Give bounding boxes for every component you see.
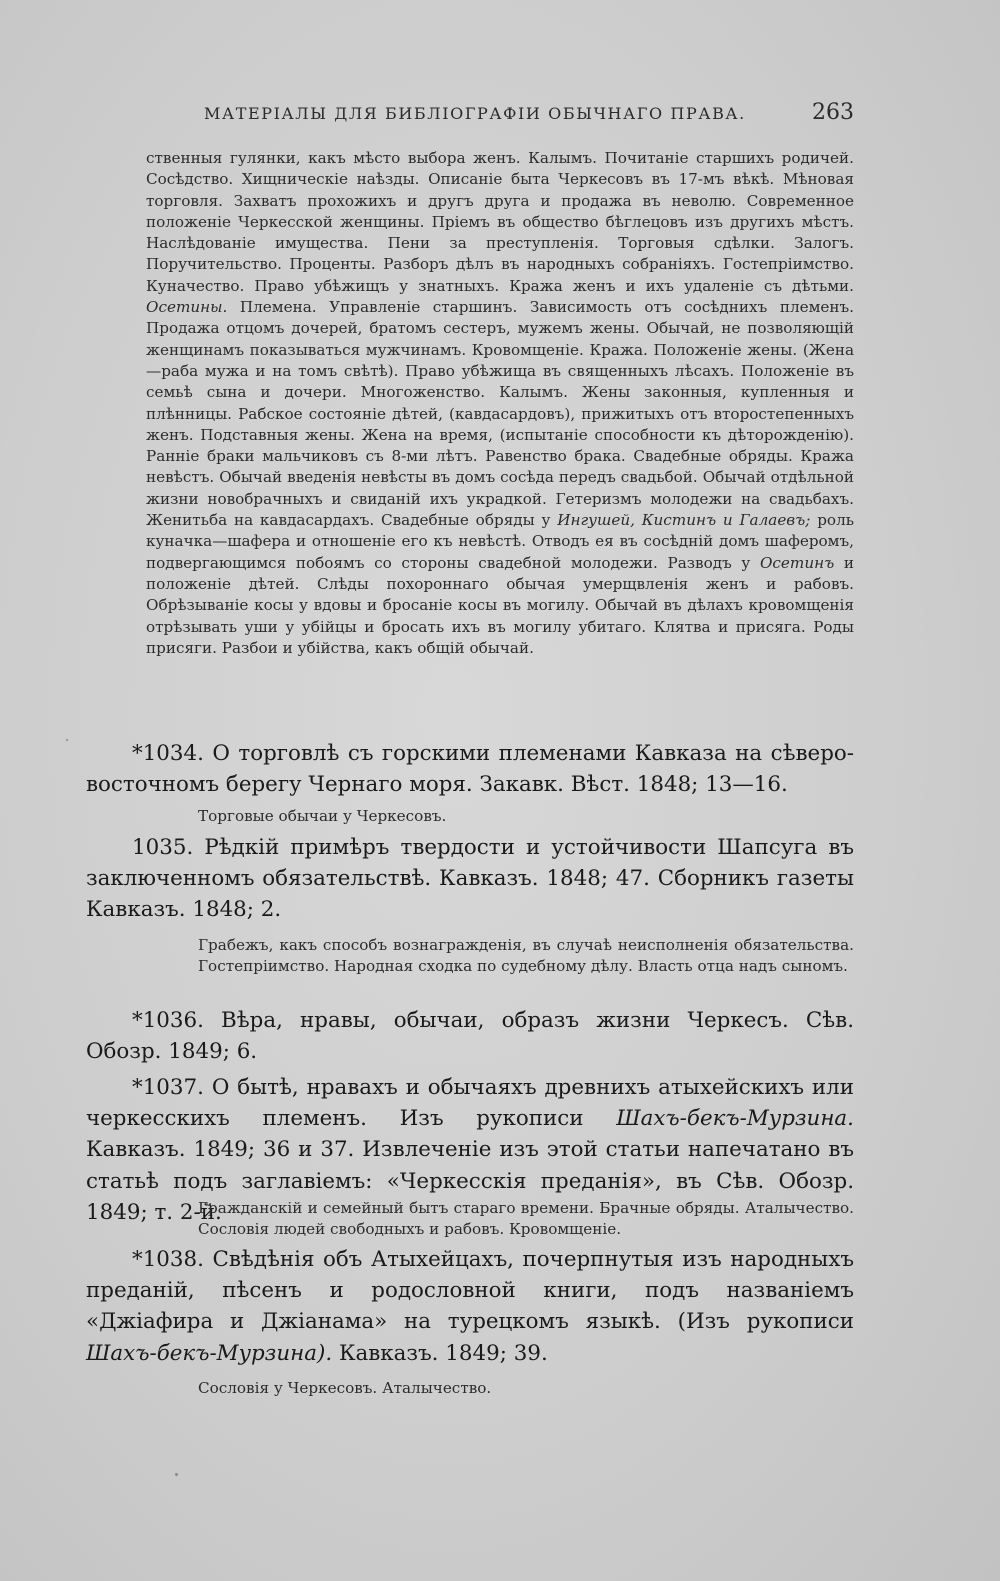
entry-1038-italic: Шахъ-бекъ-Мурзина). <box>86 1340 333 1366</box>
entry-1038 <box>86 1244 854 1369</box>
entry-1037-italic: Шахъ-бекъ-Мурзина. <box>616 1106 854 1132</box>
entry-1038-text-b: Кавказъ. 1849; 39. <box>338 1340 548 1366</box>
paper-speck <box>175 1473 178 1476</box>
entry-1037-text-b: Кавказъ. 1849; 36 и 37. Извлеченіе изъ этой статьи напечатано въ статьѣ подъ заглавіемъ: «Черкесскія преданія», въ Сѣв. Обозр. 1849; т. 2-й. <box>86 1137 854 1225</box>
page-number: 263 <box>812 100 854 125</box>
entry-1034-note: Торговые обычаи у Черкесовъ. <box>198 807 447 825</box>
annotation-italic-ossetians: Осетины. <box>146 298 228 317</box>
entry-1036 <box>86 1005 854 1067</box>
annotation-italic-tribes: Ингушей, Кистинъ и Галаевъ; <box>557 511 811 530</box>
annotation-text-part-2: Племена. Управленіе старшинъ. Зависимость отъ сосѣднихъ племенъ. Продажа отцомъ дочерей, братомъ сестеръ, мужемъ жены. Обычай, не позволяющій женщинамъ показываться мужчинамъ. Кровомщеніе. Кража. Положеніе жены. (Жена—раба мужа и на томъ свѣтѣ). Право убѣжища въ священныхъ лѣсахъ. Положеніе въ семьѣ сына и дочери. Многоженство. Калымъ. Жены законныя, купленныя и плѣнницы. Рабское состояніе дѣтей, (кавдасардовъ), прижитыхъ отъ второстепенныхъ женъ. Подставныя жены. Жена на время, (испытаніе способности къ дѣторожденію). Ранніе браки мальчиковъ съ 8-ми лѣтъ. Равенство брака. Свадебные обряды. Кража невѣстъ. Обычай введенія невѣсты въ домъ сосѣда передъ свадьбой. Обычай отдѣльной жизни новобрачныхъ и свиданій ихъ украдкой. Гетеризмъ молодежи на свадьбахъ. Женитьба на кавдасардахъ. Свадебные обряды у <box>146 298 854 530</box>
annotation-text-part-3: роль куначка—шафера и отношеніе его къ невѣстѣ. Отводъ ея въ сосѣдній домъ шаферомъ, подвергающимся побоямъ со стороны свадебной молодежи. Разводъ у <box>146 511 854 572</box>
entry-1034 <box>86 738 854 800</box>
entry-1038-note: Сословія у Черкесовъ. Аталычество. <box>198 1379 492 1397</box>
annotation-italic-ossetin: Осетинъ <box>759 553 835 572</box>
page-header <box>204 100 854 130</box>
entry-1037-note: Гражданскій и семейный бытъ стараго времени. Брачные обряды. Аталычество. Сословія людей свободныхъ и рабовъ. Кровомщеніе. <box>198 1199 854 1239</box>
entry-1038-text-a: *1038. Свѣдѣнія объ Атыхейцахъ, почерпнутыя изъ народныхъ преданій, пѣсенъ и родословной книги, подъ названіемъ «Джіафира и Джіанама» на турецкомъ языкѣ. (Изъ рукописи <box>86 1247 854 1335</box>
entry-1035-note: Грабежъ, какъ способъ вознагражденія, въ случаѣ неисполненія обязательства. Гостепріимство. Народная сходка по судебному дѣлу. Власть отца надъ сыномъ. <box>198 936 854 976</box>
entry-1035-text: 1035. Рѣдкій примѣръ твердости и устойчивости Шапсуга въ заключенномъ обязательствѣ. Кавказъ. 1848; 47. Сборникъ газеты Кавказъ. 1848; 2. <box>86 835 854 923</box>
annotation-text-part-4: и положеніе дѣтей. Слѣды похороннаго обычая умерщвленія женъ и рабовъ. Обрѣзываніе косы у вдовы и бросаніе косы въ могилу. Обычай въ дѣлахъ кровомщенія отрѣзывать уши у убійцы и бросать ихъ въ могилу убитаго. Клятва и присяга. Роды присяги. Разбои и убійства, какъ общій обычай. <box>146 553 854 657</box>
entry-1035 <box>86 832 854 926</box>
entry-1034-text: *1034. О торговлѣ съ горскими племенами Кавказа на сѣверо-восточномъ берегу Чернаго моря. Закавк. Вѣст. 1848; 13—16. <box>86 741 854 798</box>
entry-1037-text-a: *1037. О бытѣ, нравахъ и обычаяхъ древнихъ атыхейскихъ или черкесскихъ племенъ. Изъ рукописи <box>86 1075 854 1132</box>
annotation-text-part-1: ственныя гулянки, какъ мѣсто выбора женъ. Калымъ. Почитаніе старшихъ родичей. Сосѣдство. Хищническіе наѣзды. Описаніе быта Черкесовъ въ 17-мъ вѣкѣ. Мѣновая торговля. Захватъ прохожихъ и другъ друга и продажа въ неволю. Современное положеніе Черкесской женщины. Пріемъ въ общество бѣглецовъ изъ другихъ мѣстъ. Наслѣдованіе имущества. Пени за преступленія. Торговыя сдѣлки. Залогъ. Поручительство. Проценты. Разборъ дѣлъ въ народныхъ собраніяхъ. Гостепріимство. Куначество. Право убѣжищъ у знатныхъ. Кража женъ и ихъ удаленіе съ дѣтьми. <box>146 149 854 295</box>
entry-1036-text: *1036. Вѣра, нравы, обычаи, образъ жизни Черкесъ. Сѣв. Обозр. 1849; 6. <box>86 1008 854 1065</box>
continued-annotation <box>146 148 854 659</box>
paper-speck <box>66 739 68 741</box>
running-title: МАТЕРІАЛЫ ДЛЯ БИБЛІОГРАФІИ ОБЫЧНАГО ПРАВА. <box>204 104 746 123</box>
